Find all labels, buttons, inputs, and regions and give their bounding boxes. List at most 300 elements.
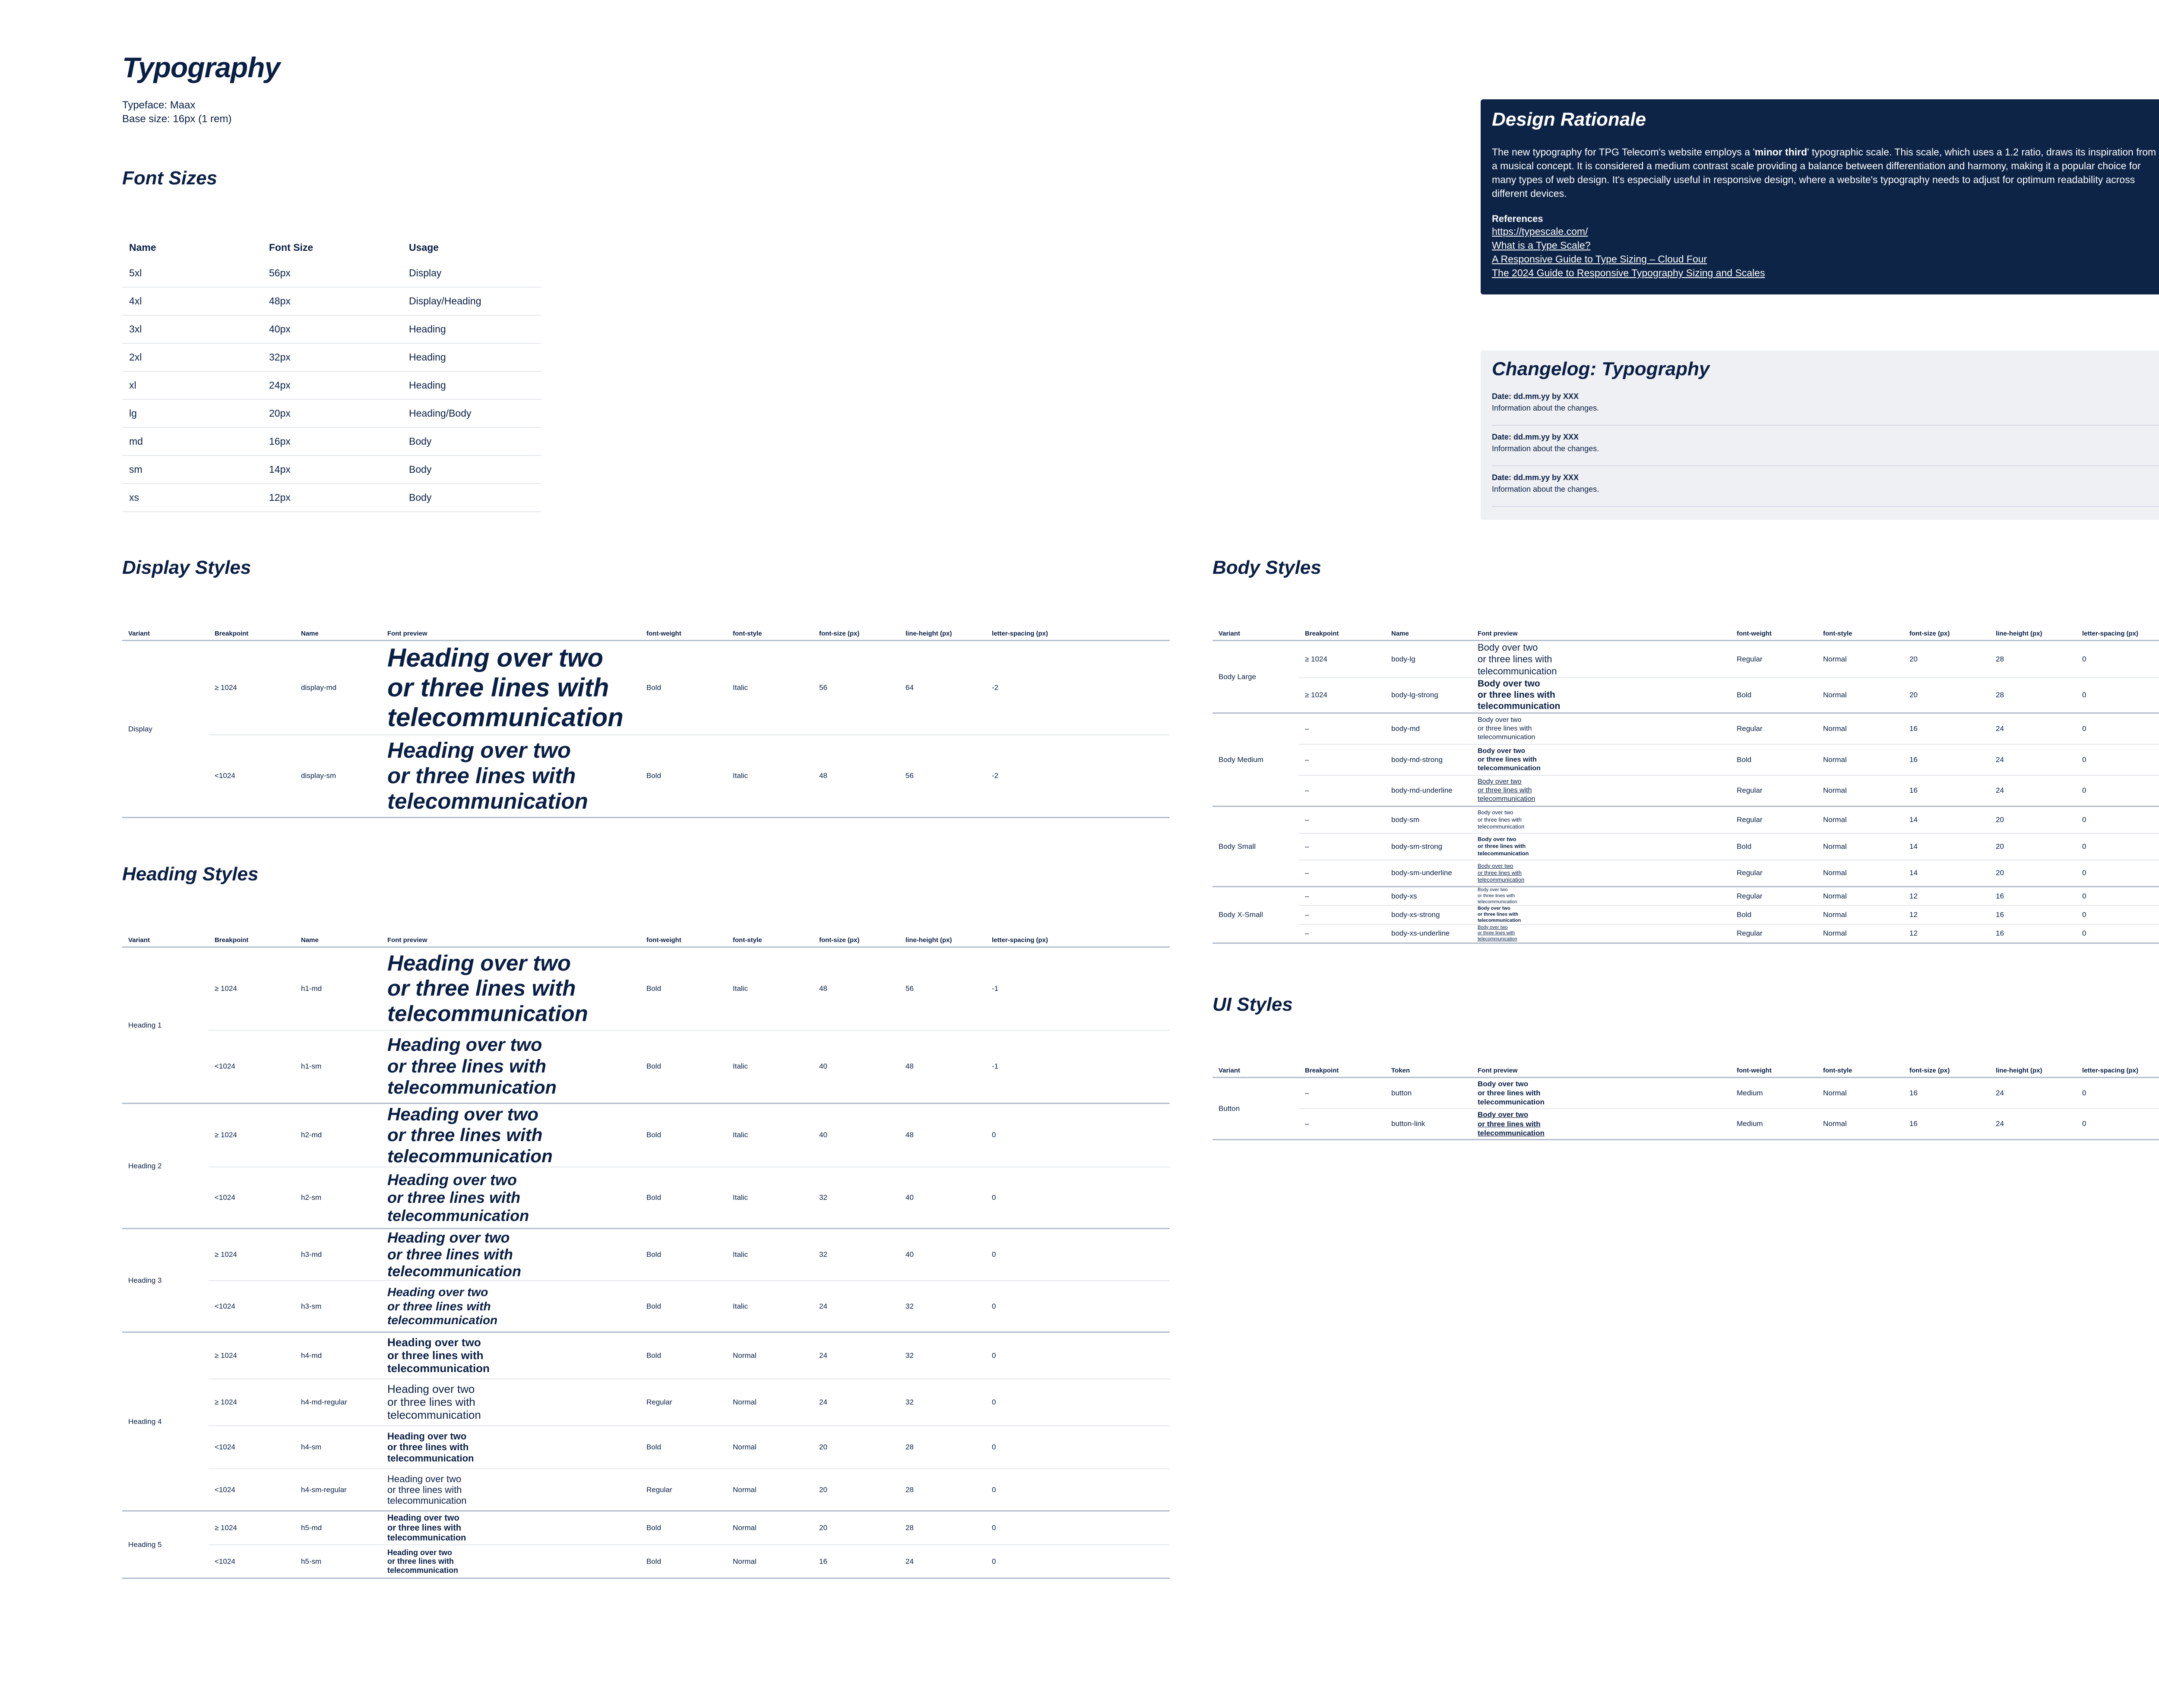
column-header: letter-spacing (px)	[2076, 1064, 2159, 1078]
rationale-text-part: ' typographic scale. This scale, which uses a 1.2 ratio, draws its inspiration from a musical concept. It is considered a medium contrast scale providing a balance between differentiation and harmony, making it a popular choice for many types of web design. It's especially useful in responsive design, where a website's typography needs to adjust for optimum readability across different devices.	[1492, 146, 2156, 199]
font-weight-cell: Bold	[1731, 833, 1817, 860]
letter-spacing-cell: -2	[986, 735, 1170, 818]
line-height-cell: 20	[1990, 807, 2076, 833]
preview-line: telecommunication	[1478, 764, 1541, 772]
font-preview-cell	[381, 1511, 640, 1545]
preview-line: telecommunication	[387, 1566, 459, 1575]
font-size-cell: 12	[1903, 905, 1990, 924]
size-value-cell: 32px	[262, 343, 402, 371]
font-style-cell: Normal	[1817, 1109, 1903, 1140]
column-header: font-style	[1817, 1064, 1903, 1078]
font-preview-cell	[381, 1281, 640, 1332]
font-preview-sample	[1478, 906, 1731, 924]
font-size-cell: 20	[813, 1511, 899, 1545]
token-name-cell: h2-md	[295, 1104, 381, 1167]
token-name-cell: h4-md	[295, 1332, 381, 1379]
line-height-cell: 24	[1990, 1078, 2076, 1109]
column-header: font-weight	[640, 933, 727, 947]
preview-line: telecommunication	[1478, 936, 1517, 942]
size-name-cell: lg	[122, 399, 262, 427]
preview-line: or three lines with	[1478, 654, 1552, 664]
preview-line: or three lines with	[1478, 930, 1515, 936]
token-name-cell: body-md	[1385, 713, 1472, 744]
style-row	[122, 735, 1170, 818]
letter-spacing-cell: 0	[2076, 1109, 2159, 1140]
font-style-cell: Normal	[1817, 833, 1903, 860]
breakpoint-cell: ≥ 1024	[209, 1229, 295, 1281]
font-preview-cell	[1472, 1109, 1731, 1140]
references-title: References	[1492, 213, 1543, 224]
font-style-cell: Normal	[1817, 1078, 1903, 1109]
font-preview-sample	[1478, 863, 1731, 884]
column-header: font-weight	[1731, 627, 1817, 641]
letter-spacing-cell: 0	[2076, 924, 2159, 943]
font-weight-cell: Bold	[640, 1167, 727, 1229]
preview-line: telecommunication	[387, 1263, 521, 1280]
line-height-cell: 16	[1990, 924, 2076, 943]
preview-line: Heading over two	[387, 1548, 453, 1557]
font-preview-sample	[387, 643, 640, 732]
letter-spacing-cell: 0	[986, 1511, 1170, 1545]
token-name-cell: body-lg-strong	[1385, 678, 1472, 713]
column-header: letter-spacing (px)	[986, 627, 1170, 641]
column-header: Name	[295, 627, 381, 641]
font-style-cell: Italic	[727, 1281, 813, 1332]
breakpoint-cell: –	[1299, 775, 1385, 807]
column-header: font-size (px)	[1903, 1064, 1990, 1078]
font-size-cell: 16	[813, 1545, 899, 1578]
column-header: line-height (px)	[899, 627, 986, 641]
preview-line: telecommunication	[387, 703, 624, 732]
preview-line: Body over two	[1478, 778, 1522, 786]
preview-line: Body over two	[1478, 642, 1538, 653]
font-weight-cell: Bold	[640, 735, 727, 818]
reference-link[interactable]: https://typescale.com/	[1492, 226, 1588, 237]
font-preview-cell	[1472, 678, 1731, 713]
ui-styles-title: UI Styles	[1212, 994, 1293, 1015]
font-style-cell: Italic	[727, 1104, 813, 1167]
display-header-row	[122, 627, 1170, 641]
breakpoint-cell: <1024	[209, 1030, 295, 1104]
letter-spacing-cell: -2	[986, 641, 1170, 735]
size-value-cell: 12px	[262, 484, 402, 512]
style-row	[122, 641, 1170, 735]
base-size-label: Base size: 16px (1 rem)	[122, 113, 232, 125]
style-row	[1212, 713, 2159, 744]
font-size-cell: 48	[813, 735, 899, 818]
letter-spacing-cell: 0	[986, 1379, 1170, 1426]
font-size-cell: 56	[813, 641, 899, 735]
breakpoint-cell: ≥ 1024	[209, 1104, 295, 1167]
typeface-label: Typeface: Maax	[122, 99, 196, 111]
letter-spacing-cell: 0	[986, 1426, 1170, 1469]
breakpoint-cell: –	[1299, 807, 1385, 833]
letter-spacing-cell: 0	[2076, 860, 2159, 887]
line-height-cell: 16	[1990, 905, 2076, 924]
style-row	[1212, 833, 2159, 860]
breakpoint-cell: –	[1299, 1078, 1385, 1109]
font-weight-cell: Bold	[1731, 744, 1817, 775]
font-preview-sample	[387, 1431, 640, 1464]
line-height-cell: 24	[899, 1545, 986, 1578]
preview-line: Body over two	[1478, 1079, 1529, 1088]
font-preview-sample	[1478, 809, 1731, 830]
font-preview-cell	[381, 1030, 640, 1104]
preview-line: Body over two	[1478, 906, 1510, 911]
breakpoint-cell: ≥ 1024	[209, 947, 295, 1030]
style-row	[1212, 905, 2159, 924]
font-preview-sample	[1478, 1110, 1731, 1138]
preview-line: Heading over two	[387, 1513, 459, 1523]
font-style-cell: Italic	[727, 1030, 813, 1104]
font-size-cell: 14	[1903, 807, 1990, 833]
font-preview-sample	[1478, 716, 1731, 742]
column-header: Token	[1385, 1064, 1472, 1078]
font-size-cell: 16	[1903, 1109, 1990, 1140]
preview-line: Body over two	[1478, 887, 1508, 892]
token-name-cell: body-xs	[1385, 887, 1472, 906]
font-weight-cell: Regular	[1731, 807, 1817, 833]
variant-cell: Display	[122, 641, 209, 818]
preview-line: telecommunication	[387, 788, 588, 813]
font-sizes-header-row	[122, 235, 541, 259]
preview-line: telecommunication	[387, 1145, 553, 1166]
font-preview-cell	[381, 1545, 640, 1578]
line-height-cell: 56	[899, 947, 986, 1030]
font-style-cell: Normal	[727, 1511, 813, 1545]
font-size-cell: 20	[1903, 678, 1990, 713]
preview-line: Heading over two	[387, 1104, 539, 1124]
font-weight-cell: Bold	[640, 1281, 727, 1332]
preview-line: Body over two	[1478, 836, 1516, 843]
letter-spacing-cell: 0	[986, 1281, 1170, 1332]
line-height-cell: 24	[1990, 1109, 2076, 1140]
letter-spacing-cell: -1	[986, 1030, 1170, 1104]
preview-line: or three lines with	[387, 1246, 513, 1263]
breakpoint-cell: ≥ 1024	[209, 1332, 295, 1379]
line-height-cell: 28	[899, 1426, 986, 1469]
breakpoint-cell: <1024	[209, 735, 295, 818]
style-row	[122, 1281, 1170, 1332]
font-style-cell: Italic	[727, 947, 813, 1030]
font-preview-sample	[1478, 1079, 1731, 1107]
column-header: Variant	[1212, 1064, 1299, 1078]
reference-link[interactable]: What is a Type Scale?	[1492, 240, 1591, 251]
preview-line: or three lines with	[1478, 843, 1526, 850]
column-header: Breakpoint	[209, 627, 295, 641]
font-sizes-title: Font Sizes	[122, 168, 218, 189]
variant-cell: Heading 5	[122, 1511, 209, 1578]
preview-line: or three lines with	[387, 1125, 543, 1145]
column-header: Name	[129, 241, 156, 253]
letter-spacing-cell: 0	[2076, 807, 2159, 833]
breakpoint-cell: <1024	[209, 1426, 295, 1469]
font-size-row	[122, 315, 541, 343]
font-preview-cell	[381, 735, 640, 818]
breakpoint-cell: –	[1299, 860, 1385, 887]
style-row	[1212, 641, 2159, 678]
preview-line: telecommunication	[1478, 917, 1521, 923]
ui-header-row	[1212, 1064, 2159, 1078]
font-preview-cell	[381, 947, 640, 1030]
display-styles-title: Display Styles	[122, 557, 251, 578]
size-usage-cell: Body	[402, 455, 541, 484]
changelog-date: Date: dd.mm.yy by XXX	[1492, 433, 1579, 441]
body-styles-title: Body Styles	[1212, 557, 1321, 578]
font-preview-cell	[1472, 887, 1731, 906]
token-name-cell: h4-sm-regular	[295, 1469, 381, 1511]
font-style-cell: Normal	[1817, 905, 1903, 924]
font-size-cell: 32	[813, 1229, 899, 1281]
font-preview-cell	[381, 1104, 640, 1167]
font-preview-cell	[1472, 1078, 1731, 1109]
preview-line: or three lines with	[1478, 787, 1532, 794]
font-weight-cell: Regular	[1731, 924, 1817, 943]
preview-line: Heading over two	[387, 1430, 467, 1442]
letter-spacing-cell: 0	[2076, 887, 2159, 906]
font-size-row	[122, 484, 541, 512]
breakpoint-cell: –	[1299, 833, 1385, 860]
font-weight-cell: Regular	[1731, 775, 1817, 807]
font-weight-cell: Bold	[640, 1511, 727, 1545]
preview-line: Heading over two	[387, 1473, 462, 1484]
size-usage-cell: Display/Heading	[402, 287, 541, 315]
line-height-cell: 20	[1990, 860, 2076, 887]
preview-line: Heading over two	[387, 950, 571, 975]
changelog-date: Date: dd.mm.yy by XXX	[1492, 392, 1579, 401]
font-size-cell: 40	[813, 1104, 899, 1167]
size-name-cell: 2xl	[122, 343, 262, 371]
design-rationale-panel	[1481, 99, 2159, 294]
style-row	[1212, 1078, 2159, 1109]
changelog-info: Information about the changes.	[1492, 444, 1599, 453]
breakpoint-cell: ≥ 1024	[209, 1379, 295, 1426]
breakpoint-cell: <1024	[209, 1167, 295, 1229]
breakpoint-cell: –	[1299, 887, 1385, 906]
variant-cell: Body Medium	[1212, 713, 1299, 807]
font-size-cell: 16	[1903, 744, 1990, 775]
rationale-text-part: The new typography for TPG Telecom's website employs a '	[1492, 146, 1755, 158]
size-name-cell: 4xl	[122, 287, 262, 315]
token-name-cell: body-lg	[1385, 641, 1472, 678]
preview-line: telecommunication	[1478, 850, 1529, 857]
line-height-cell: 48	[899, 1104, 986, 1167]
font-style-cell: Normal	[1817, 678, 1903, 713]
size-usage-cell: Heading/Body	[402, 399, 541, 427]
preview-line: or three lines with	[387, 673, 609, 702]
variant-cell: Heading 1	[122, 947, 209, 1104]
preview-line: or three lines with	[387, 763, 576, 788]
style-row	[122, 1229, 1170, 1281]
rationale-text	[1492, 145, 2159, 200]
preview-line: or three lines with	[1478, 816, 1522, 823]
preview-line: or three lines with	[387, 1557, 454, 1566]
style-row	[122, 1426, 1170, 1469]
font-preview-cell	[1472, 713, 1731, 744]
letter-spacing-cell: 0	[986, 1469, 1170, 1511]
font-size-row	[122, 287, 541, 315]
font-preview-sample	[1478, 778, 1731, 803]
font-style-cell: Normal	[1817, 641, 1903, 678]
reference-link[interactable]: A Responsive Guide to Type Sizing – Cloud Four	[1492, 253, 1707, 265]
column-header: Usage	[409, 241, 439, 253]
font-style-cell: Italic	[727, 641, 813, 735]
size-name-cell: 3xl	[122, 315, 262, 343]
page-title: Typography	[122, 51, 280, 83]
style-row	[1212, 744, 2159, 775]
size-name-cell: xl	[122, 371, 262, 399]
preview-line: Body over two	[1478, 862, 1513, 869]
changelog-entry	[1492, 385, 2159, 426]
font-weight-cell: Bold	[640, 1104, 727, 1167]
font-style-cell: Normal	[1817, 807, 1903, 833]
column-header: letter-spacing (px)	[2076, 627, 2159, 641]
letter-spacing-cell: -1	[986, 947, 1170, 1030]
heading-styles-title: Heading Styles	[122, 863, 259, 885]
column-header: Variant	[122, 627, 209, 641]
font-size-cell: 16	[1903, 1078, 1990, 1109]
font-size-cell: 24	[813, 1332, 899, 1379]
column-header: Font preview	[381, 933, 640, 947]
font-preview-sample	[387, 1230, 640, 1280]
token-name-cell: h2-sm	[295, 1167, 381, 1229]
column-header: Font preview	[381, 627, 640, 641]
preview-line: telecommunication	[387, 1001, 588, 1026]
font-weight-cell: Bold	[1731, 678, 1817, 713]
font-preview-cell	[381, 1379, 640, 1426]
letter-spacing-cell: 0	[986, 1229, 1170, 1281]
token-name-cell: display-sm	[295, 735, 381, 818]
column-header: Font preview	[1472, 1064, 1731, 1078]
line-height-cell: 32	[899, 1281, 986, 1332]
breakpoint-cell: –	[1299, 713, 1385, 744]
font-preview-sample	[387, 1285, 640, 1327]
preview-line: Body over two	[1478, 924, 1508, 930]
column-header: Variant	[122, 933, 209, 947]
line-height-cell: 20	[1990, 833, 2076, 860]
column-header: font-size (px)	[813, 627, 899, 641]
token-name-cell: display-md	[295, 641, 381, 735]
font-preview-sample	[1478, 642, 1731, 677]
preview-line: telecommunication	[1478, 876, 1525, 883]
font-size-cell: 14	[1903, 860, 1990, 887]
font-preview-sample	[387, 951, 640, 1027]
column-header: font-style	[727, 933, 813, 947]
font-weight-cell: Bold	[640, 1426, 727, 1469]
preview-line: or three lines with	[387, 1523, 462, 1533]
breakpoint-cell: ≥ 1024	[1299, 641, 1385, 678]
font-style-cell: Normal	[1817, 744, 1903, 775]
style-row	[122, 1104, 1170, 1167]
letter-spacing-cell: 0	[986, 1167, 1170, 1229]
font-preview-sample	[1478, 887, 1731, 905]
preview-line: Heading over two	[387, 1382, 475, 1396]
letter-spacing-cell: 0	[986, 1332, 1170, 1379]
changelog-entry	[1492, 466, 2159, 507]
style-row	[122, 1030, 1170, 1104]
size-usage-cell: Body	[402, 484, 541, 512]
line-height-cell: 40	[899, 1167, 986, 1229]
font-style-cell: Normal	[727, 1332, 813, 1379]
font-size-cell: 40	[813, 1030, 899, 1104]
column-header: Breakpoint	[1299, 627, 1385, 641]
font-size-row	[122, 399, 541, 427]
column-header: Font preview	[1472, 627, 1731, 641]
font-weight-cell: Bold	[1731, 905, 1817, 924]
column-header: Variant	[1212, 627, 1299, 641]
rationale-emphasis: minor third	[1754, 146, 1808, 158]
style-row	[122, 1469, 1170, 1511]
font-preview-cell	[1472, 807, 1731, 833]
column-header: font-style	[1817, 627, 1903, 641]
column-header: Font Size	[269, 241, 313, 253]
breakpoint-cell: ≥ 1024	[1299, 678, 1385, 713]
font-preview-cell	[381, 1469, 640, 1511]
size-usage-cell: Heading	[402, 315, 541, 343]
font-style-cell: Normal	[727, 1379, 813, 1426]
font-preview-cell	[381, 1332, 640, 1379]
font-weight-cell: Bold	[640, 1545, 727, 1578]
letter-spacing-cell: 0	[2076, 905, 2159, 924]
column-header: Breakpoint	[209, 933, 295, 947]
variant-cell: Heading 4	[122, 1332, 209, 1511]
font-preview-cell	[1472, 744, 1731, 775]
font-preview-sample	[387, 1474, 640, 1506]
letter-spacing-cell: 0	[2076, 713, 2159, 744]
font-size-row	[122, 455, 541, 484]
font-preview-cell	[381, 1167, 640, 1229]
preview-line: Heading over two	[387, 1171, 517, 1189]
font-weight-cell: Regular	[640, 1469, 727, 1511]
letter-spacing-cell: 0	[986, 1545, 1170, 1578]
preview-line: Body over two	[1478, 747, 1526, 755]
preview-line: telecommunication	[1478, 1098, 1545, 1107]
font-size-cell: 24	[813, 1281, 899, 1332]
size-usage-cell: Heading	[402, 371, 541, 399]
column-header: font-size (px)	[813, 933, 899, 947]
reference-link[interactable]: The 2024 Guide to Responsive Typography Sizing and Scales	[1492, 267, 1765, 278]
font-size-cell: 14	[1903, 833, 1990, 860]
token-name-cell: h1-md	[295, 947, 381, 1030]
font-size-cell: 12	[1903, 887, 1990, 906]
breakpoint-cell: –	[1299, 924, 1385, 943]
font-style-cell: Normal	[1817, 775, 1903, 807]
letter-spacing-cell: 0	[2076, 678, 2159, 713]
changelog-entry	[1492, 426, 2159, 466]
font-preview-cell	[381, 1229, 640, 1281]
font-preview-sample	[387, 1548, 640, 1575]
preview-line: Body over two	[1478, 716, 1522, 724]
font-size-cell: 20	[813, 1469, 899, 1511]
font-preview-sample	[387, 1383, 640, 1422]
font-sizes-table	[122, 235, 541, 512]
token-name-cell: button	[1385, 1078, 1472, 1109]
style-row	[122, 1167, 1170, 1229]
token-name-cell: h3-md	[295, 1229, 381, 1281]
token-name-cell: button-link	[1385, 1109, 1472, 1140]
font-preview-sample	[387, 1336, 640, 1375]
size-value-cell: 48px	[262, 287, 402, 315]
size-value-cell: 24px	[262, 371, 402, 399]
style-row	[1212, 887, 2159, 906]
style-row	[122, 1545, 1170, 1578]
size-value-cell: 16px	[262, 427, 402, 455]
preview-line: Body over two	[1478, 678, 1540, 689]
preview-line: telecommunication	[1478, 701, 1561, 712]
font-preview-cell	[1472, 641, 1731, 678]
font-preview-sample	[387, 1104, 640, 1167]
column-header: Breakpoint	[1299, 1064, 1385, 1078]
